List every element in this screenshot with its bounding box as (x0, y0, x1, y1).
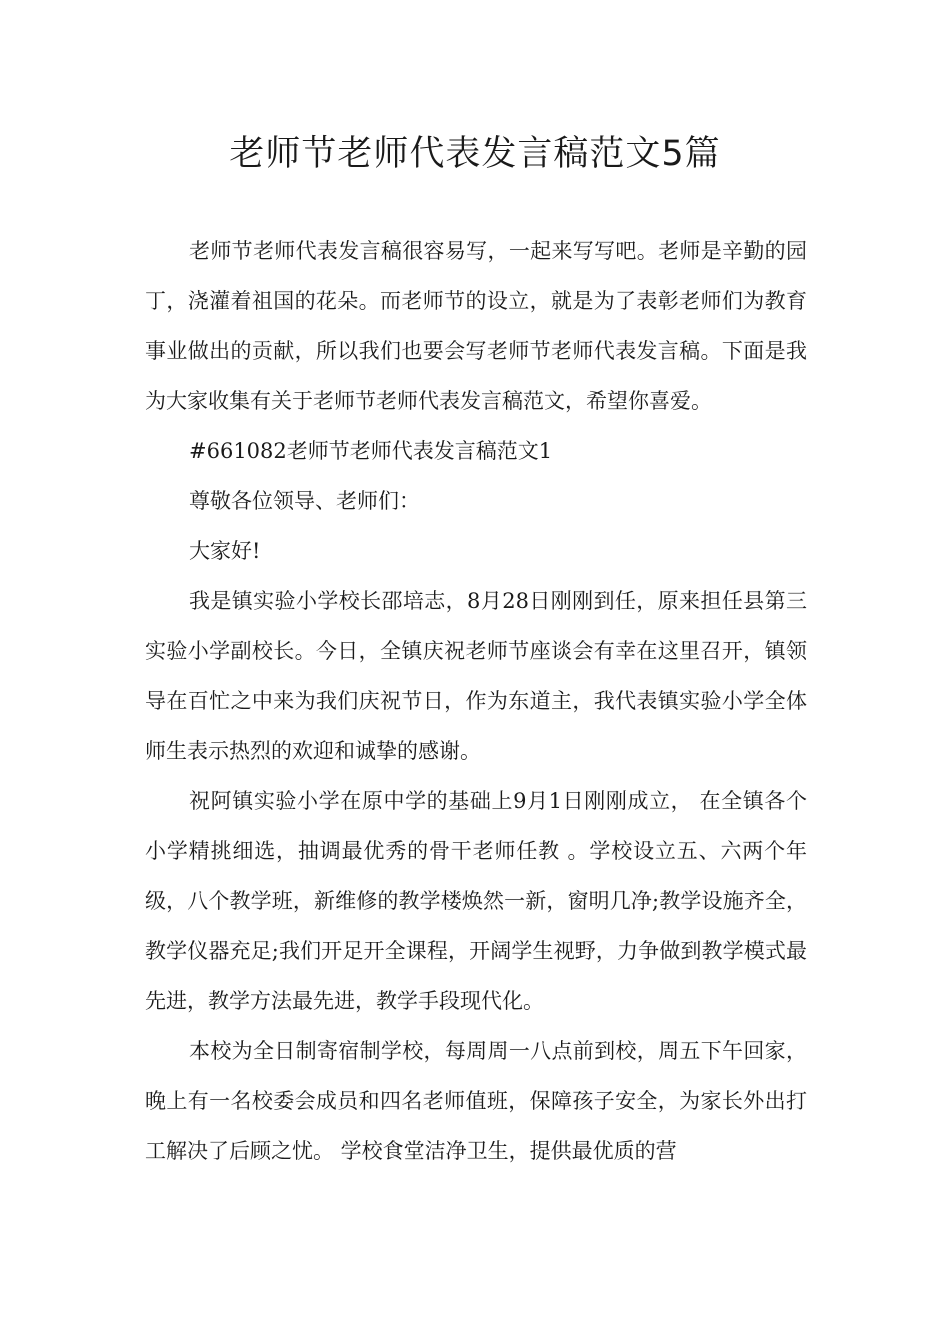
intro-paragraph: 老师节老师代表发言稿很容易写，一起来写写吧。老师是辛勤的园丁，浇灌着祖国的花朵。而老师节的设立，就是为了表彰老师们为教育事业做出的贡献，所以我们也要会写老师节老师代表发言稿。下面是我为大家收集有关于老师节老师代表发言稿范文，希望你喜爱。 (145, 239, 807, 413)
salutation: 尊敬各位领导、老师们： (189, 489, 420, 513)
greeting: 大家好! (189, 539, 261, 563)
body-paragraph: 本校为全日制寄宿制学校，每周周一八点前到校，周五下午回家，晚上有一名校委会成员和四名老师值班，保障孩子安全，为家长外出打工解决了后顾之忧。 学校食堂洁净卫生，提供最优质的营 (145, 1039, 807, 1163)
document-body (145, 226, 807, 1176)
section-heading: #661082老师节老师代表发言稿范文1 (189, 439, 553, 463)
document-title: 老师节老师代表发言稿范文5篇 (229, 134, 721, 174)
body-paragraph: 我是镇实验小学校长邵培志，8月28日刚刚到任，原来担任县第三实验小学副校长。今日，全镇庆祝老师节座谈会有幸在这里召开，镇领导在百忙之中来为我们庆祝节日，作为东道主，我代表镇实验小学全体师生表示热烈的欢迎和诚挚的感谢。 (145, 589, 807, 763)
body-paragraph: 祝阿镇实验小学在原中学的基础上9月1日刚刚成立， 在全镇各个小学精挑细选，抽调最优秀的骨干老师任教 。学校设立五、六两个年级，八个教学班，新维修的教学楼焕然一新，窗明几净;教学设施齐全，教学仪器充足;我们开足开全课程，开阔学生视野，力争做到教学模式最先进，教学方法最先进，教学手段现代化。 (145, 789, 807, 1013)
